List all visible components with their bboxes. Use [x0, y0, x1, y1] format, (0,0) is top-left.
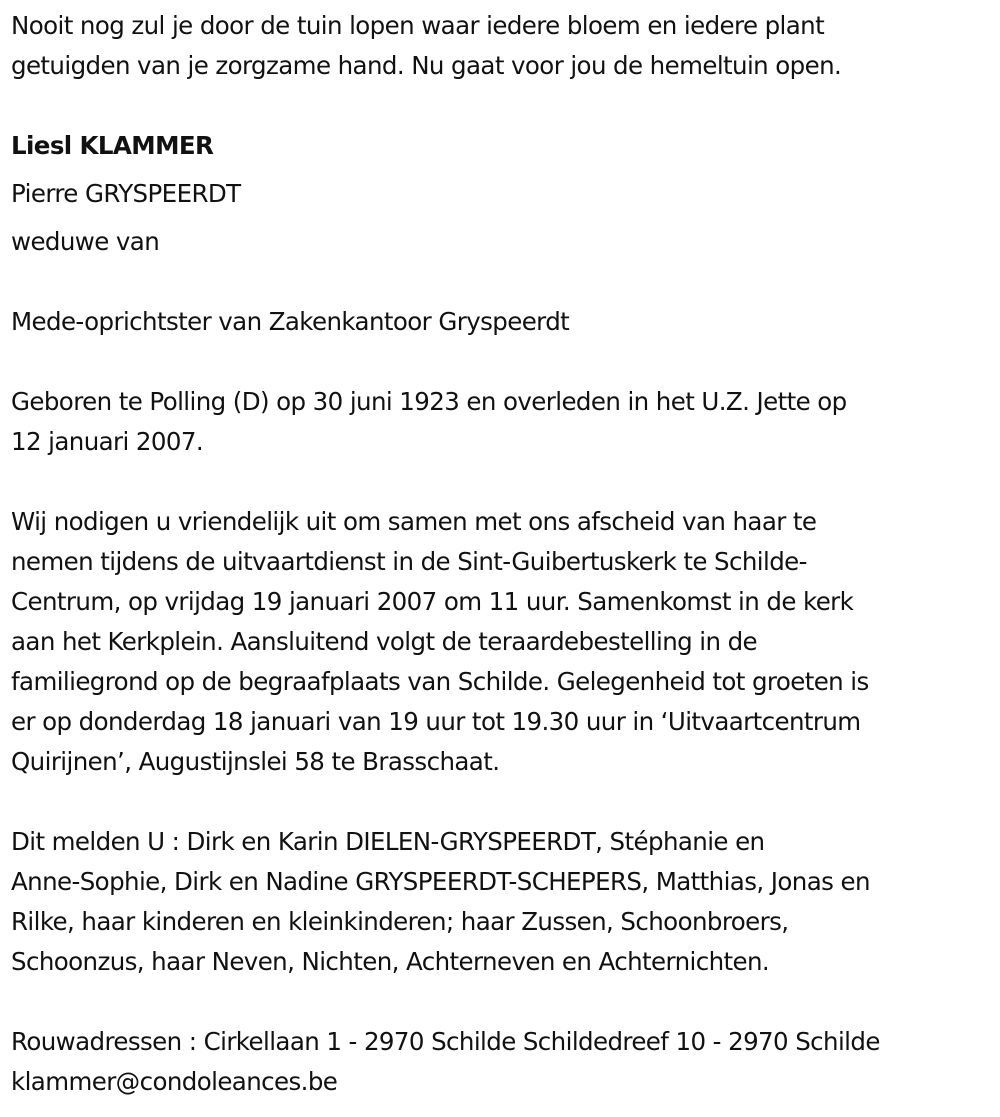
poem-line-1: Nooit nog zul je door de tuin lopen waar iedere bloem en iedere plant [11, 11, 825, 40]
condolence-email[interactable]: klammer@condoleances.be [11, 1067, 338, 1096]
invitation-line-1: Wij nodigen u vriendelijk uit om samen met ons afscheid van haar te [11, 507, 817, 536]
deceased-name: Liesl KLAMMER [11, 131, 214, 160]
announcers-line-3: Rilke, haar kinderen en kleinkinderen; haar Zussen, Schoonbroers, [11, 907, 789, 936]
role-text: Mede-oprichtster van Zakenkantoor Gryspeerdt [11, 307, 570, 336]
birth-death-line-1: Geboren te Polling (D) op 30 juni 1923 en overleden in het U.Z. Jette op [11, 387, 847, 416]
poem-line-2: getuigden van je zorgzame hand. Nu gaat voor jou de hemeltuin open. [11, 51, 842, 80]
spouse-name: Pierre GRYSPEERDT [11, 179, 241, 208]
announcers-line-4: Schoonzus, haar Neven, Nichten, Achterneven en Achternichten. [11, 947, 770, 976]
invitation-line-7: Quirijnen’, Augustijnslei 58 te Brasschaat. [11, 747, 500, 776]
relation-text: weduwe van [11, 227, 160, 256]
announcers-line-2: Anne-Sophie, Dirk en Nadine GRYSPEERDT-SCHEPERS, Matthias, Jonas en [11, 867, 870, 896]
invitation-line-4: aan het Kerkplein. Aansluitend volgt de teraardebestelling in de [11, 627, 758, 656]
mourning-addresses: Rouwadressen : Cirkellaan 1 - 2970 Schilde Schildedreef 10 - 2970 Schilde [11, 1027, 880, 1056]
invitation-line-2: nemen tijdens de uitvaartdienst in de Sint-Guibertuskerk te Schilde- [11, 547, 807, 576]
birth-death-line-2: 12 januari 2007. [11, 427, 204, 456]
announcers-line-1: Dit melden U : Dirk en Karin DIELEN-GRYSPEERDT, Stéphanie en [11, 827, 765, 856]
invitation-line-3: Centrum, op vrijdag 19 januari 2007 om 11 uur. Samenkomst in de kerk [11, 587, 854, 616]
invitation-line-6: er op donderdag 18 januari van 19 uur tot 19.30 uur in ‘Uitvaartcentrum [11, 707, 861, 736]
invitation-line-5: familiegrond op de begraafplaats van Schilde. Gelegenheid tot groeten is [11, 667, 869, 696]
